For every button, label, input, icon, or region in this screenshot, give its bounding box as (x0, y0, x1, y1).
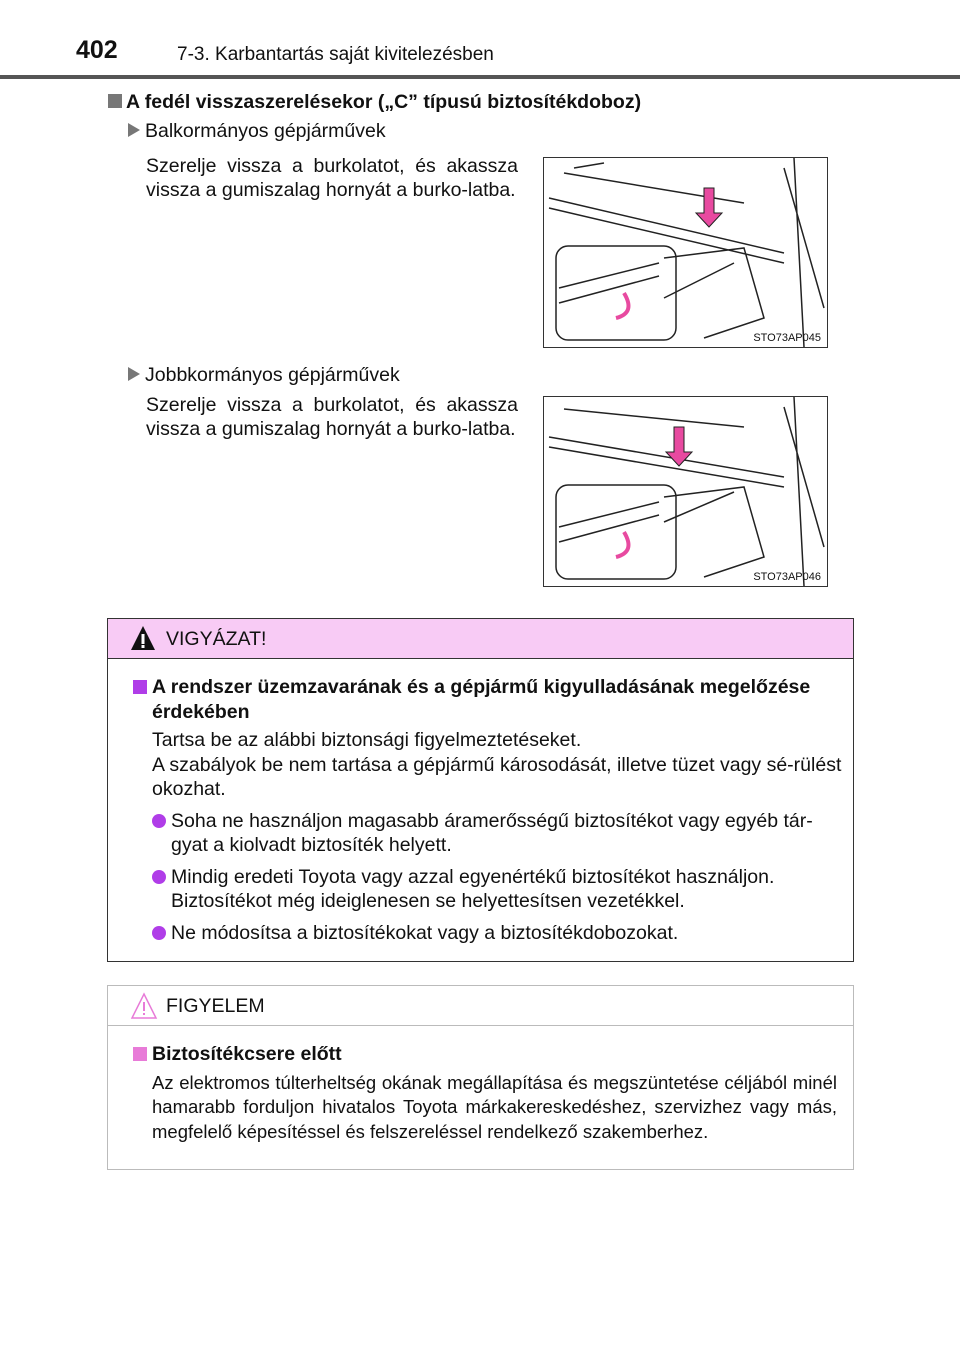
section-title: A fedél visszaszerelésekor („C” típusú biztosítékdoboz) (126, 91, 642, 113)
triangle-bullet-icon (128, 367, 140, 381)
warning-outline-icon (130, 992, 158, 1020)
bullet-text: Soha ne használjon magasabb áramerősségű biztosítékot vagy egyéb tár-gyat a kiolvadt biztosíték helyett. (171, 809, 813, 856)
variant-label-lhd (128, 120, 386, 143)
notice-header (108, 986, 853, 1026)
square-bullet-icon (133, 1047, 147, 1061)
bullet-dot-icon (152, 814, 166, 828)
variant-label: Jobbkormányos gépjárművek (145, 364, 400, 386)
caution-bullet (152, 809, 845, 858)
notice-title: FIGYELEM (166, 995, 265, 1017)
bullet-text: Mindig eredeti Toyota vagy azzal egyenértékű biztosítékot használjon. Biztosítékot még ideiglenesen se helyettesítsen vezetékkel. (171, 865, 775, 912)
fusebox-illustration (544, 397, 827, 586)
bullet-text: Ne módosítsa a biztosítékokat vagy a biztosítékdobozokat. (171, 921, 679, 944)
section-heading (108, 91, 641, 114)
square-bullet-icon (108, 94, 122, 108)
figure-rhd (543, 396, 828, 587)
page-number: 402 (76, 36, 118, 64)
caution-bullet (152, 865, 845, 914)
caution-header (108, 619, 853, 659)
fusebox-illustration (544, 158, 827, 347)
caution-intro: Tartsa be az alábbi biztonsági figyelmeztetéseket. (152, 729, 582, 751)
variant-text: Szerelje vissza a burkolatot, és akassza vissza a gumiszalag hornyát a burko-latba. (146, 394, 518, 440)
caution-box (107, 618, 854, 962)
warning-icon (130, 625, 156, 651)
caution-heading-text: A rendszer üzemzavarának és a gépjármű kigyulladásának megelőzése érdekében (152, 676, 811, 723)
caution-heading (133, 675, 845, 724)
figure-lhd (543, 157, 828, 348)
header-rule (0, 75, 960, 79)
caution-bullet (152, 921, 845, 946)
triangle-bullet-icon (128, 123, 140, 137)
notice-heading-text: Biztosítékcsere előtt (152, 1043, 342, 1065)
figure-code: STO73AP046 (753, 571, 821, 583)
notice-heading (133, 1042, 845, 1067)
chapter-title: 7-3. Karbantartás saját kivitelezésben (177, 44, 494, 65)
variant-label: Balkormányos gépjárművek (145, 120, 386, 142)
variant-label-rhd (128, 364, 400, 387)
figure-code: STO73AP045 (753, 332, 821, 344)
caution-title: VIGYÁZAT! (166, 628, 267, 650)
variant-text: Szerelje vissza a burkolatot, és akassza vissza a gumiszalag hornyát a burko-latba. (146, 155, 518, 201)
bullet-dot-icon (152, 870, 166, 884)
bullet-dot-icon (152, 926, 166, 940)
square-bullet-icon (133, 680, 147, 694)
notice-text: Az elektromos túlterheltség okának megállapítása és megszüntetése céljából minél hamarabb forduljon hivatalos Toyota márkakereskedéshez, szervizhez vagy más, megfelelő képesítéssel és felszereléssel rendelkező szakemberhez. (152, 1071, 837, 1142)
caution-intro2: A szabályok be nem tartása a gépjármű károsodását, illetve tüzet vagy sé-rülést okozhat. (152, 753, 842, 800)
notice-box (107, 985, 854, 1170)
